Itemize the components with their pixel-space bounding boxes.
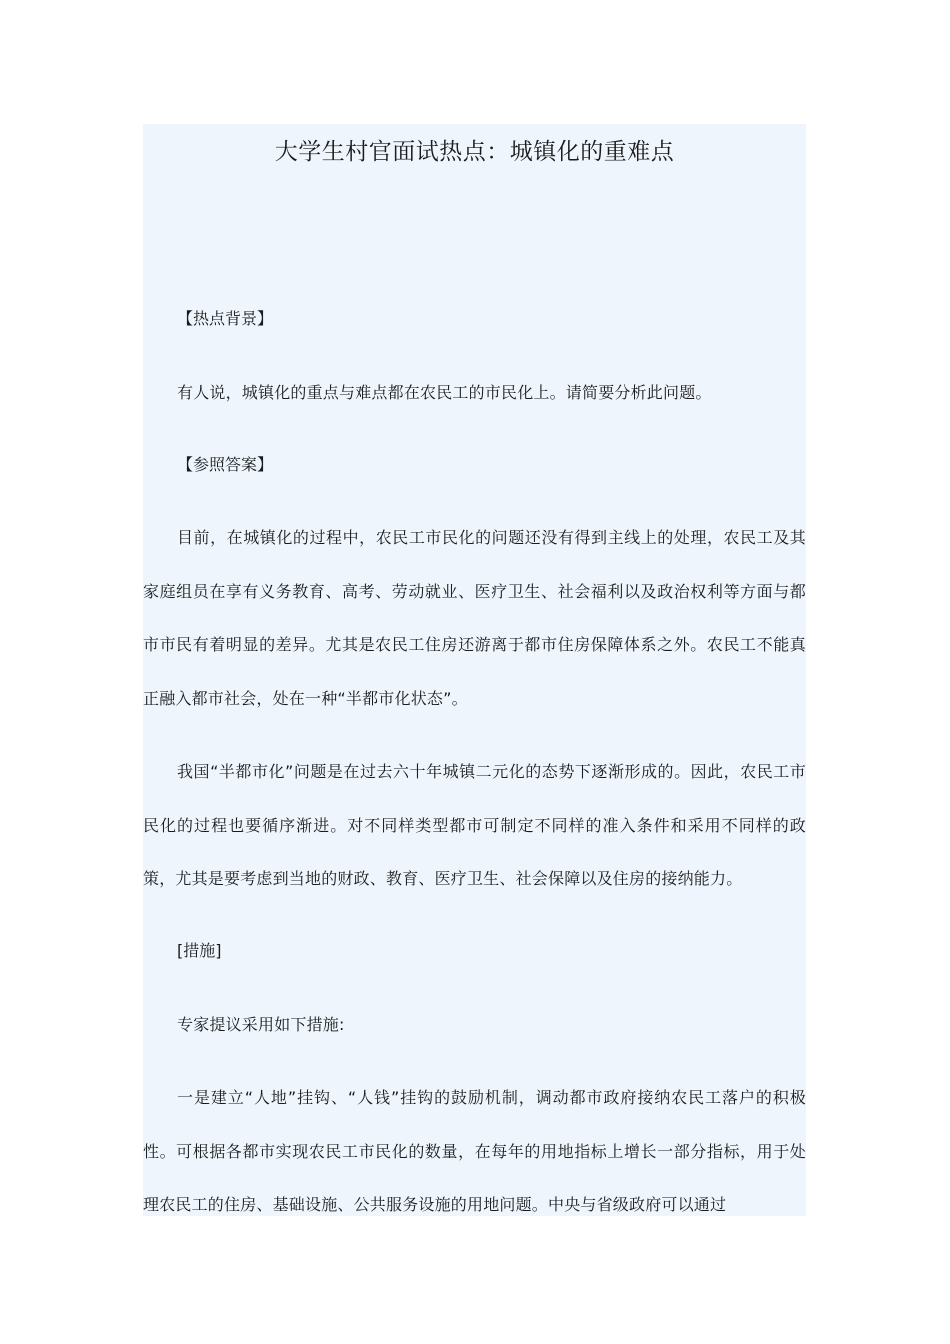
measures-heading: [措施] — [177, 941, 222, 960]
answer-paragraph-1: 目前，在城镇化的过程中，农民工市民化的问题还没有得到主线上的处理，农民工及其家庭组员在享有义务教育、高考、劳动就业、医疗卫生、社会福利以及政治权利等方面与都市市民有着明显的差异。尤其是农民工住房还游离于都市住房保障体系之外。农民工不能真正融入都市社会，处在一种“半都市化状态”。 — [143, 528, 806, 708]
measure-1-paragraph: 一是建立“人地”挂钩、“人钱”挂钩的鼓励机制，调动都市政府接纳农民工落户的积极性。可根据各都市实现农民工市民化的数量，在每年的用地指标上增长一部分指标，用于处理农民工的住房、基础设施、公共服务设施的用地问题。中央与省级政府可以通过 — [143, 1088, 806, 1214]
background-heading: 【热点背景】 — [177, 309, 274, 328]
document-page — [143, 124, 806, 1216]
answer-heading: 【参照答案】 — [177, 455, 274, 474]
measures-intro: 专家提议采用如下措施: — [177, 1015, 345, 1034]
answer-paragraph-2: 我国“半都市化”问题是在过去六十年城镇二元化的态势下逐渐形成的。因此，农民工市民化的过程也要循序渐进。对不同样类型都市可制定不同样的准入条件和采用不同样的政策，尤其是要考虑到当地的财政、教育、医疗卫生、社会保障以及住房的接纳能力。 — [143, 762, 806, 888]
document-title: 大学生村官面试热点：城镇化的重难点 — [274, 139, 675, 165]
question-paragraph: 有人说，城镇化的重点与难点都在农民工的市民化上。请简要分析此问题。 — [177, 383, 712, 402]
